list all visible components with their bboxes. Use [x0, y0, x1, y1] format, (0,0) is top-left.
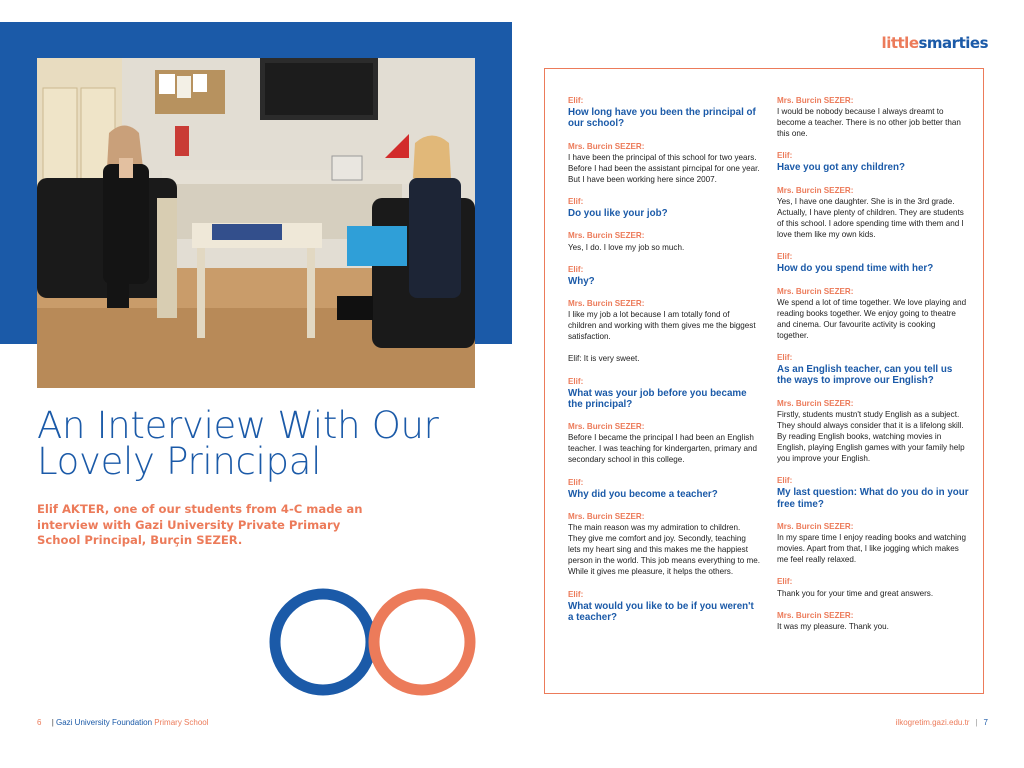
speaker-label: Elif:	[777, 353, 793, 363]
speaker-label: Elif:	[568, 589, 584, 599]
interview-answer: It was my pleasure. Thank you.	[777, 621, 889, 631]
interview-block	[568, 589, 760, 624]
speaker-label: Elif:	[777, 476, 793, 486]
speaker-label: Elif:	[568, 264, 584, 274]
interview-answer: I would be nobody because I always dreamt to become a teacher. There is no other job better than this one.	[777, 107, 961, 139]
footer-separator: |	[975, 718, 978, 727]
speaker-label: Mrs. Burcin SEZER:	[568, 141, 645, 151]
interview-block	[777, 185, 969, 240]
speaker-label: Elif:	[777, 151, 793, 161]
speaker-label: Elif:	[568, 477, 584, 487]
speaker-label: Elif:	[568, 376, 584, 386]
speaker-label: Mrs. Burcin SEZER:	[568, 422, 645, 432]
interview-block	[777, 95, 969, 139]
interview-question: What would you like to be if you weren't a teacher?	[568, 600, 754, 623]
interview-block	[777, 251, 969, 274]
title-line-1: An Interview With Our	[37, 404, 439, 447]
interview-answer: I have been the principal of this school for two years. Before I had been the assistant pirncipal for one year. But I have been working here since 2007.	[568, 152, 760, 184]
interview-answer: In my spare time I enjoy reading books and watching movies. Apart from that, I like jogging which makes me feel really relaxed.	[777, 533, 966, 565]
interview-answer: Yes, I do. I love my job so much.	[568, 242, 685, 252]
office-photo	[37, 58, 475, 388]
footer-right	[896, 718, 988, 727]
footer-left	[37, 718, 209, 727]
interview-answer: Before I became the principal I had been an English teacher. I was teaching for kindergarten, primary and secondary school in this college.	[568, 433, 757, 465]
footer-school: Primary School	[154, 718, 209, 727]
interview-answer: Thank you for your time and great answers.	[777, 588, 934, 598]
interview-block	[568, 353, 760, 364]
speaker-label: Mrs. Burcin SEZER:	[777, 96, 854, 105]
interview-block	[777, 475, 969, 510]
speaker-label: Elif:	[568, 197, 584, 207]
interview-block	[568, 298, 760, 342]
interview-answer: I like my job a lot because I am totally fond of children and working with them gives me the biggest satisfaction.	[568, 310, 756, 342]
page-number-right: 7	[983, 718, 988, 727]
interview-block	[568, 230, 760, 252]
speaker-label: Mrs. Burcin SEZER:	[777, 398, 854, 408]
interview-column-1	[568, 95, 760, 634]
interview-answer: Firstly, students mustn't study English as a subject. They should always consider that it is a lifelong skill. By reading English books, watching movies in English, playing English games with your family help you improve your English.	[777, 409, 965, 464]
footer-separator: |	[51, 718, 54, 727]
decorative-rings	[268, 582, 480, 702]
speaker-label: Mrs. Burcin SEZER:	[568, 299, 645, 309]
interview-block	[568, 511, 760, 578]
interview-column-2	[777, 95, 969, 643]
interview-block	[568, 376, 760, 411]
interview-answer: Yes, I have one daughter. She is in the 3rd grade. Actually, I have plenty of children. They are students of this school. I adore spending time with them and I love them like my own kids.	[777, 196, 964, 240]
speaker-label: Mrs. Burcin SEZER:	[777, 185, 854, 195]
interview-question: As an English teacher, can you tell us the ways to improve our English?	[777, 364, 953, 387]
interview-block	[777, 576, 969, 598]
interview-answer: Elif: It is very sweet.	[568, 354, 640, 364]
interview-block	[777, 521, 969, 565]
interview-block	[568, 477, 760, 500]
interview-answer: We spend a lot of time together. We love playing and reading books together. We enjoy going to theatre and cinema. Our favourite activity is cooking together.	[777, 297, 967, 340]
interview-block	[777, 610, 969, 632]
interview-block	[777, 398, 969, 465]
interview-question: Do you like your job?	[568, 208, 668, 220]
intro-paragraph: Elif AKTER, one of our students from 4-C made an interview with Gazi University Private Primary School Principal, Burçin SEZER.	[37, 502, 363, 547]
interview-question: How do you spend time with her?	[777, 263, 934, 275]
speaker-label: Mrs. Burcin SEZER:	[568, 511, 645, 521]
page-number-left: 6	[37, 718, 42, 727]
interview-block	[777, 352, 969, 387]
interview-block	[777, 150, 969, 173]
title-line-2: Lovely Principal	[37, 440, 322, 483]
speaker-label: Mrs. Burcin SEZER:	[568, 231, 645, 241]
interview-question: Why?	[568, 275, 595, 287]
interview-question: Have you got any children?	[777, 162, 905, 174]
speaker-label: Elif:	[568, 96, 584, 105]
speaker-label: Elif:	[777, 252, 793, 262]
interview-question: Why did you become a teacher?	[568, 488, 718, 500]
interview-block	[568, 264, 760, 287]
interview-block	[568, 141, 760, 185]
page-title	[37, 404, 497, 483]
littlesmarties-logo: littlesmarties	[881, 34, 988, 52]
speaker-label: Mrs. Burcin SEZER:	[777, 522, 854, 532]
interview-block	[568, 196, 760, 219]
interview-block	[777, 286, 969, 341]
speaker-label: Mrs. Burcin SEZER:	[777, 286, 854, 296]
interview-question: How long have you been the principal of our school?	[568, 107, 756, 130]
interview-question: What was your job before you became the principal?	[568, 387, 747, 410]
footer-org: Gazi University Foundation	[56, 718, 153, 727]
speaker-label: Mrs. Burcin SEZER:	[777, 610, 854, 620]
interview-block	[568, 421, 760, 465]
interview-block	[568, 95, 760, 130]
footer-url[interactable]: ilkogretim.gazi.edu.tr	[895, 718, 970, 727]
speaker-label: Elif:	[777, 577, 793, 587]
interview-question: My last question: What do you do in your free time?	[777, 487, 969, 510]
interview-answer: The main reason was my admiration to children. They give me comfort and joy. Secondly, teaching lets my heart sing and this makes me the happiest person in the world. This job means everything to me. While it gives me pleasure, it helps the others.	[568, 523, 760, 577]
